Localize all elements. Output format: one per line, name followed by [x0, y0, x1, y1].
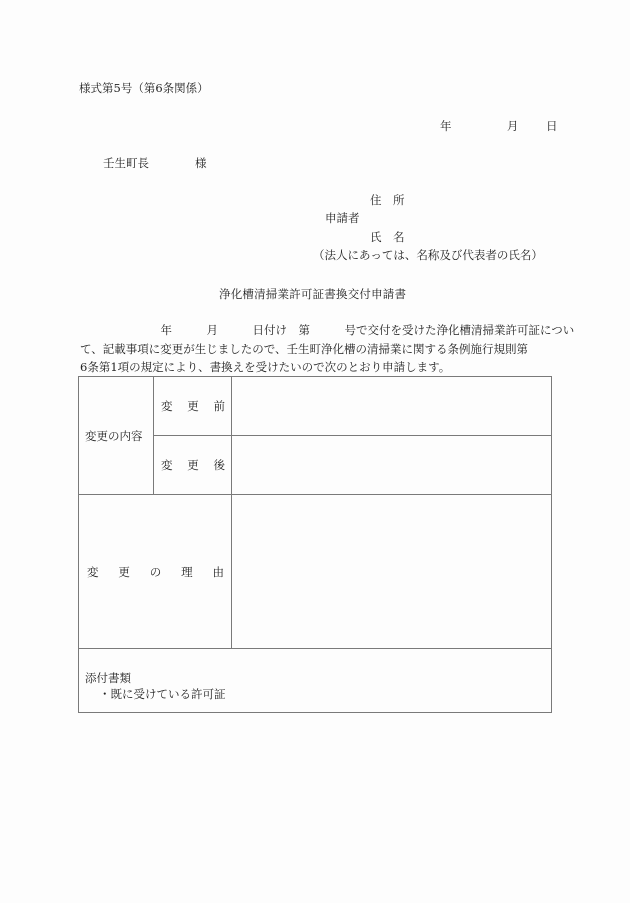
after-label-char: 更 [187, 458, 199, 472]
change-content-label: 変更の内容 [79, 377, 154, 495]
after-label-char: 変 [161, 458, 173, 472]
reason-label-char: 由 [212, 564, 224, 579]
after-label-char: 後 [213, 458, 225, 472]
after-label-cell [154, 436, 232, 495]
table-row-before [79, 377, 552, 436]
reason-label-char: 理 [181, 564, 193, 579]
before-label-char: 前 [213, 399, 225, 413]
before-label-cell [154, 377, 232, 436]
document-title: 浄化槽清掃業許可証書換交付申請書 [219, 287, 407, 301]
reason-label-char: 更 [118, 564, 130, 579]
attachments-label: 添付書類 [85, 670, 131, 685]
table-row-attachments [79, 649, 552, 713]
date-day-label: 日 [545, 119, 558, 133]
addressee-suffix: 様 [195, 156, 207, 170]
body-line-2: て、記載事項に変更が生じましたので、壬生町浄化槽の清掃業に関する条例施行規則第 [80, 341, 529, 356]
reason-label-char: 変 [87, 564, 99, 579]
reason-value-field[interactable] [232, 495, 552, 649]
before-label-char: 更 [187, 399, 199, 413]
form-number: 様式第5号（第6条関係） [79, 81, 209, 95]
body-line-3: 6条第1項の規定により、書換えを受けたいので次のとおり申請します。 [80, 360, 451, 374]
applicant-label: 申請者 [325, 211, 360, 225]
application-form-table [78, 376, 552, 713]
date-month-label: 月 [506, 119, 519, 133]
before-label-char: 変 [161, 399, 173, 413]
before-value-field[interactable] [232, 377, 552, 436]
table-row-reason [79, 495, 552, 649]
corporate-note: （法人にあっては、名称及び代表者の氏名） [313, 248, 543, 262]
after-value-field[interactable] [232, 436, 552, 495]
attachment-item: ・既に受けている許可証 [99, 686, 226, 701]
date-year-label: 年 [440, 119, 452, 133]
attachments-cell [79, 649, 552, 713]
address-label: 住 所 [370, 193, 405, 207]
addressee-name: 壬生町長 [103, 156, 149, 170]
body-line-1: 年 月 日付け 第 号で交付を受けた浄化槽清掃業許可証につい [80, 323, 575, 337]
application-date [440, 119, 557, 133]
addressee [103, 156, 207, 170]
name-label: 氏 名 [370, 230, 405, 244]
reason-label-cell [79, 495, 232, 649]
reason-label-char: の [149, 564, 162, 579]
body-paragraph [80, 321, 575, 377]
